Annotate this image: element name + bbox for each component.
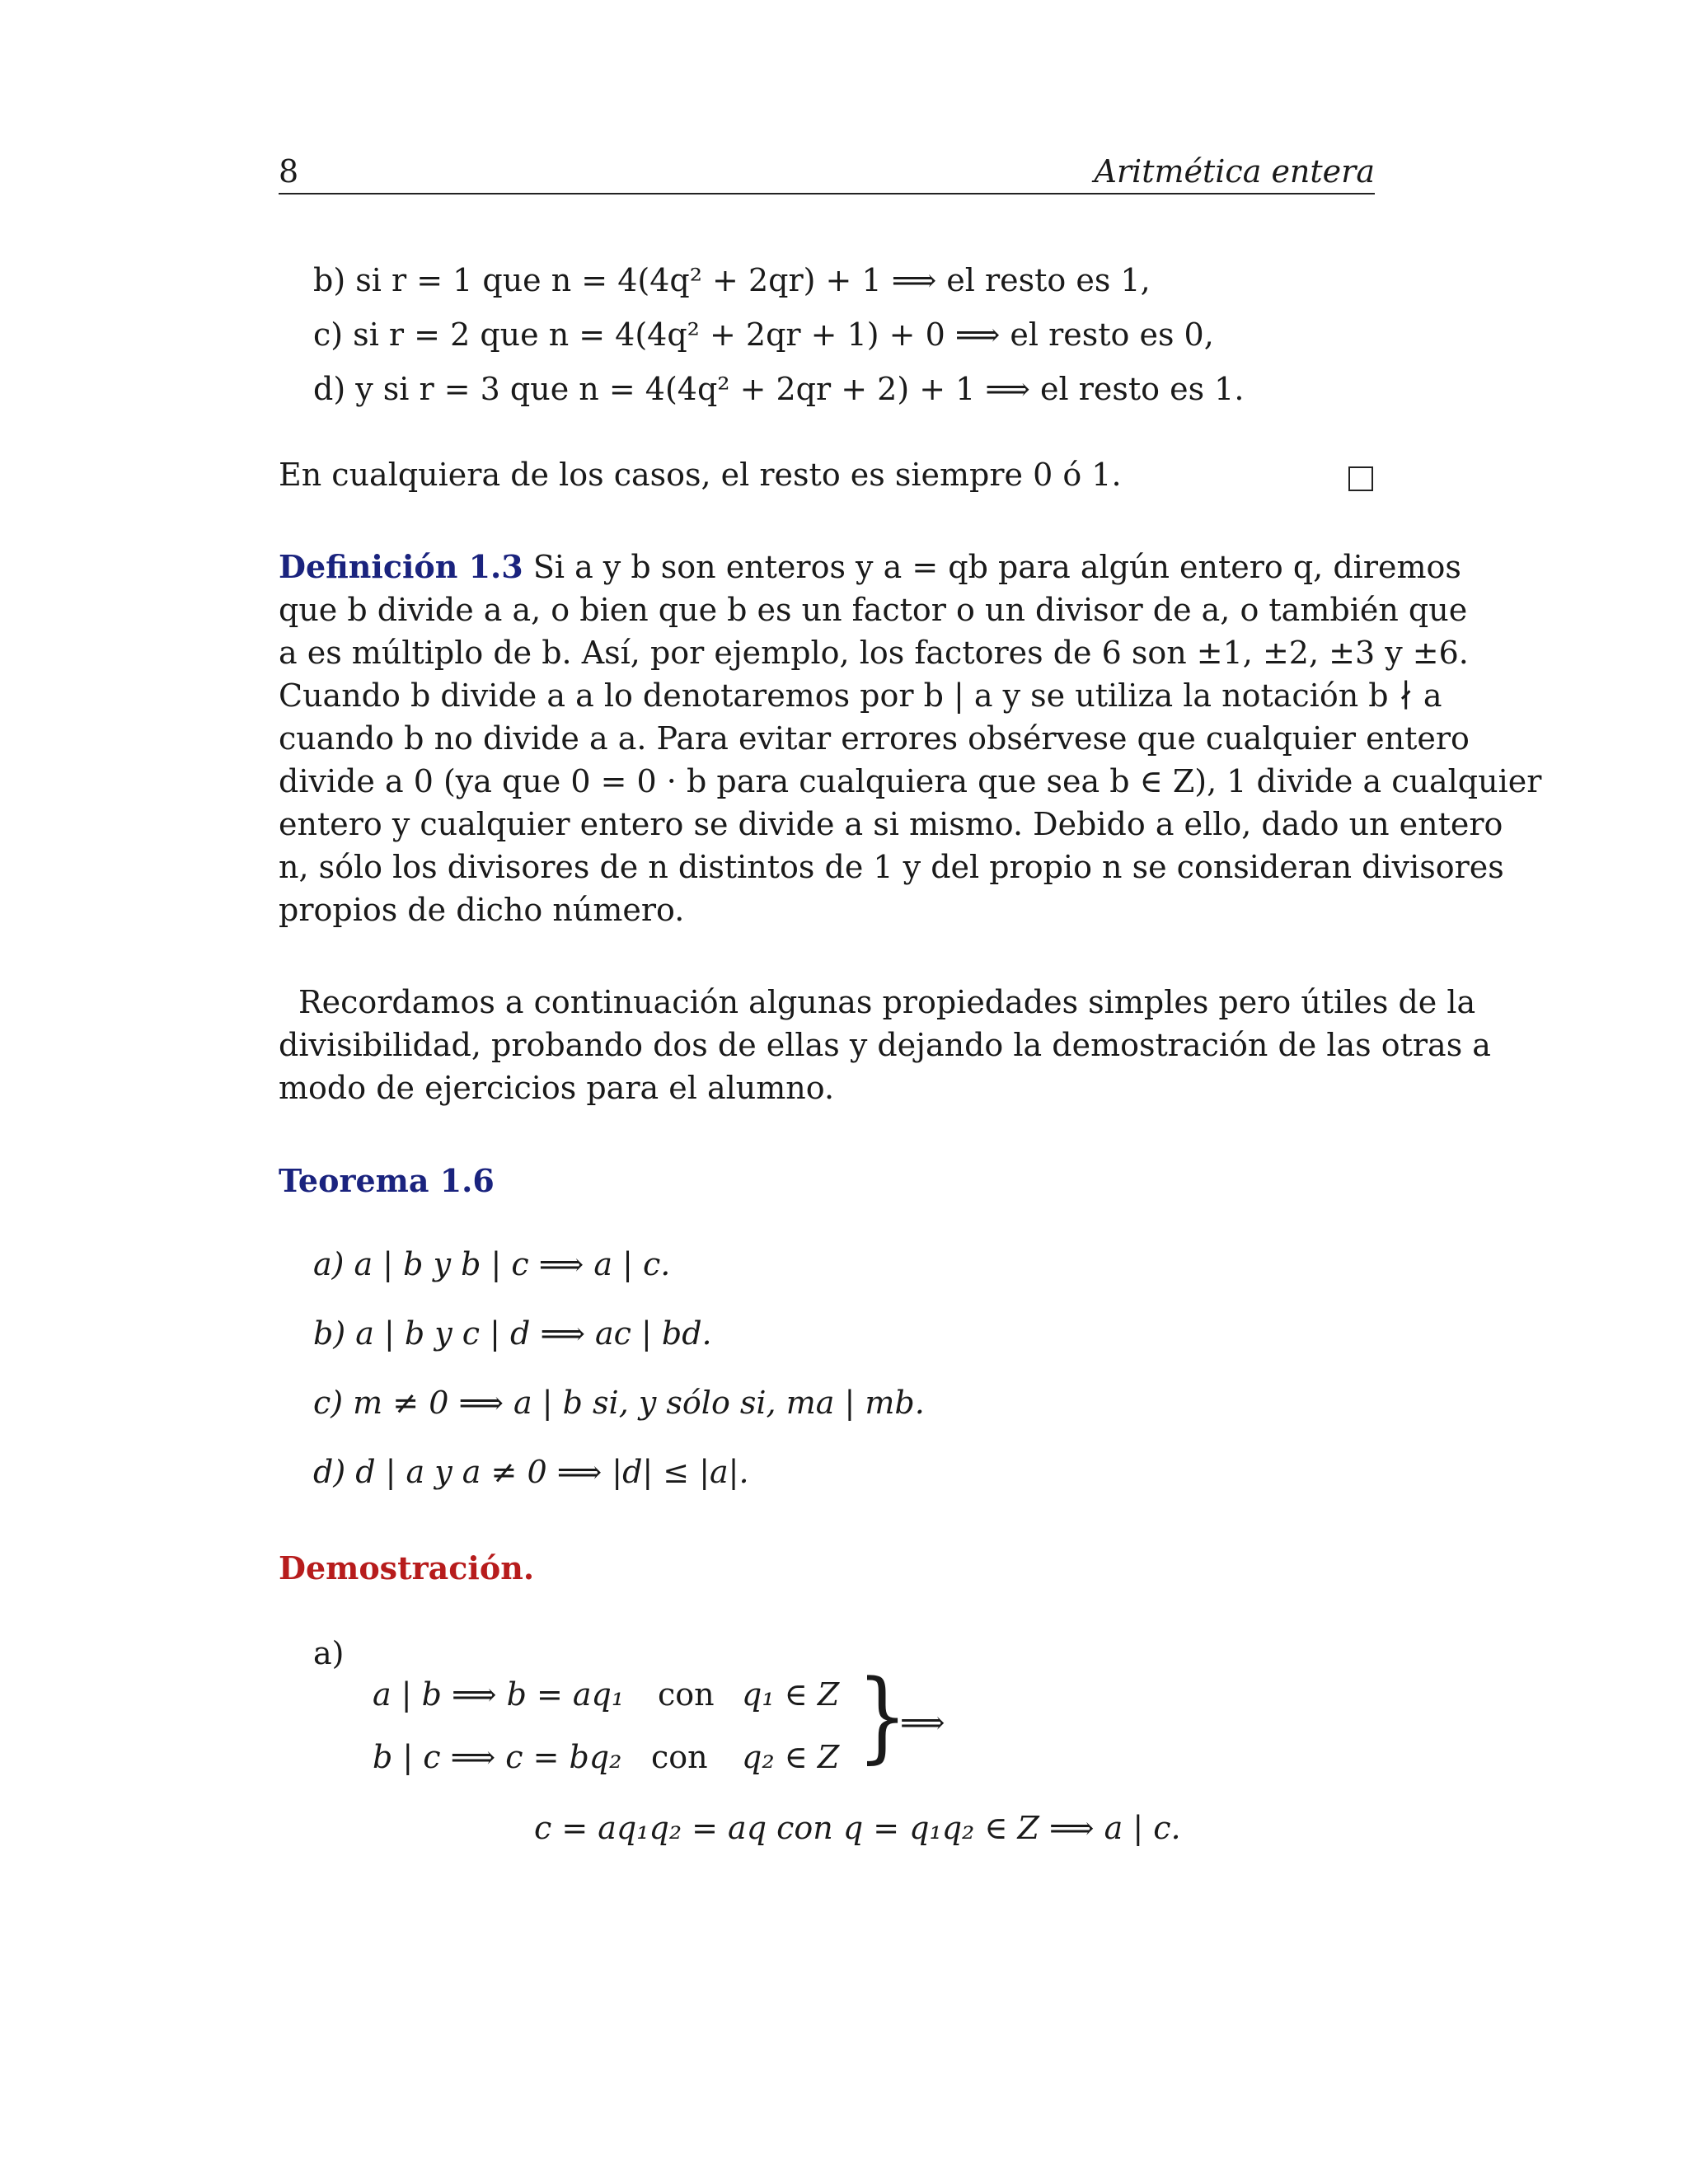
definition-line-8: n, sólo los divisores de n distintos de 1 y del propio n se consideran divisores bbox=[279, 849, 1504, 885]
theorem-item-b: b) a | b y c | d ⟹ ac | bd. bbox=[313, 1315, 712, 1352]
proof-implies: ⟹ bbox=[900, 1704, 945, 1741]
definition-line-3: a es múltiplo de b. Así, por ejemplo, los factores de 6 son ±1, ±2, ±3 y ±6. bbox=[279, 635, 1469, 671]
recall-line-2: divisibilidad, probando dos de ellas y dejando la demostración de las otras a bbox=[279, 1027, 1491, 1063]
definition-block bbox=[279, 546, 1542, 931]
theorem-item-a: a) a | b y b | c ⟹ a | c. bbox=[313, 1246, 671, 1282]
running-header bbox=[279, 153, 1375, 194]
recall-line-3: modo de ejercicios para el alumno. bbox=[279, 1070, 835, 1106]
definition-line-6: divide a 0 (ya que 0 = 0 · b para cualquiera que sea b ∈ Z), 1 divide a cualquier bbox=[279, 763, 1542, 799]
case-d: d) y si r = 3 que n = 4(4q² + 2qr + 2) + 1 ⟹ el resto es 1. bbox=[313, 371, 1245, 407]
proof-row2-rhs: q₂ ∈ Z bbox=[742, 1739, 840, 1775]
definition-heading: Definición 1.3 bbox=[279, 548, 523, 585]
theorem-item-c: c) m ≠ 0 ⟹ a | b si, y sólo si, ma | mb. bbox=[313, 1385, 925, 1421]
page-number: 8 bbox=[279, 153, 299, 190]
proof-heading: Demostración. bbox=[279, 1549, 535, 1586]
case-c: c) si r = 2 que n = 4(4q² + 2qr + 1) + 0 ⟹ el resto es 0, bbox=[313, 316, 1214, 353]
proof-row2-lhs: b | c ⟹ c = bq₂ bbox=[373, 1739, 622, 1775]
definition-line-4: Cuando b divide a a lo denotaremos por b | a y se utiliza la notación b ∤ a bbox=[279, 677, 1442, 714]
proof-row1-lhs: a | b ⟹ b = aq₁ bbox=[373, 1676, 625, 1713]
definition-line-2: que b divide a a, o bien que b es un factor o un divisor de a, o también que bbox=[279, 592, 1468, 628]
theorem-item-d: d) d | a y a ≠ 0 ⟹ |d| ≤ |a|. bbox=[313, 1454, 749, 1490]
proof-row1-rhs: q₁ ∈ Z bbox=[742, 1676, 840, 1713]
definition-line-9: propios de dicho número. bbox=[279, 892, 685, 928]
qed-box-icon bbox=[1348, 466, 1373, 491]
proof-result: c = aq₁q₂ = aq con q = q₁q₂ ∈ Z ⟹ a | c. bbox=[534, 1810, 1181, 1846]
definition-line-7: entero y cualquier entero se divide a si mismo. Debido a ello, dado un entero bbox=[279, 806, 1503, 842]
conclusion-text: En cualquiera de los casos, el resto es siempre 0 ó 1. bbox=[279, 457, 1122, 493]
proof-row1-con: con bbox=[658, 1676, 715, 1713]
proof-part-label: a) bbox=[313, 1635, 345, 1671]
proof-row2-con: con bbox=[651, 1739, 708, 1775]
theorem-heading: Teorema 1.6 bbox=[279, 1162, 495, 1199]
recall-paragraph bbox=[279, 981, 1491, 1109]
definition-line-1: Definición 1.3 Si a y b son enteros y a = qb para algún entero q, diremos bbox=[279, 548, 1461, 585]
recall-line-1: Recordamos a continuación algunas propiedades simples pero útiles de la bbox=[298, 984, 1476, 1020]
running-title: Aritmética entera bbox=[1094, 153, 1375, 190]
case-b: b) si r = 1 que n = 4(4q² + 2qr) + 1 ⟹ el resto es 1, bbox=[313, 262, 1151, 298]
right-brace: } bbox=[857, 1658, 908, 1774]
definition-line-5: cuando b no divide a a. Para evitar errores obsérvese que cualquier entero bbox=[279, 720, 1470, 757]
